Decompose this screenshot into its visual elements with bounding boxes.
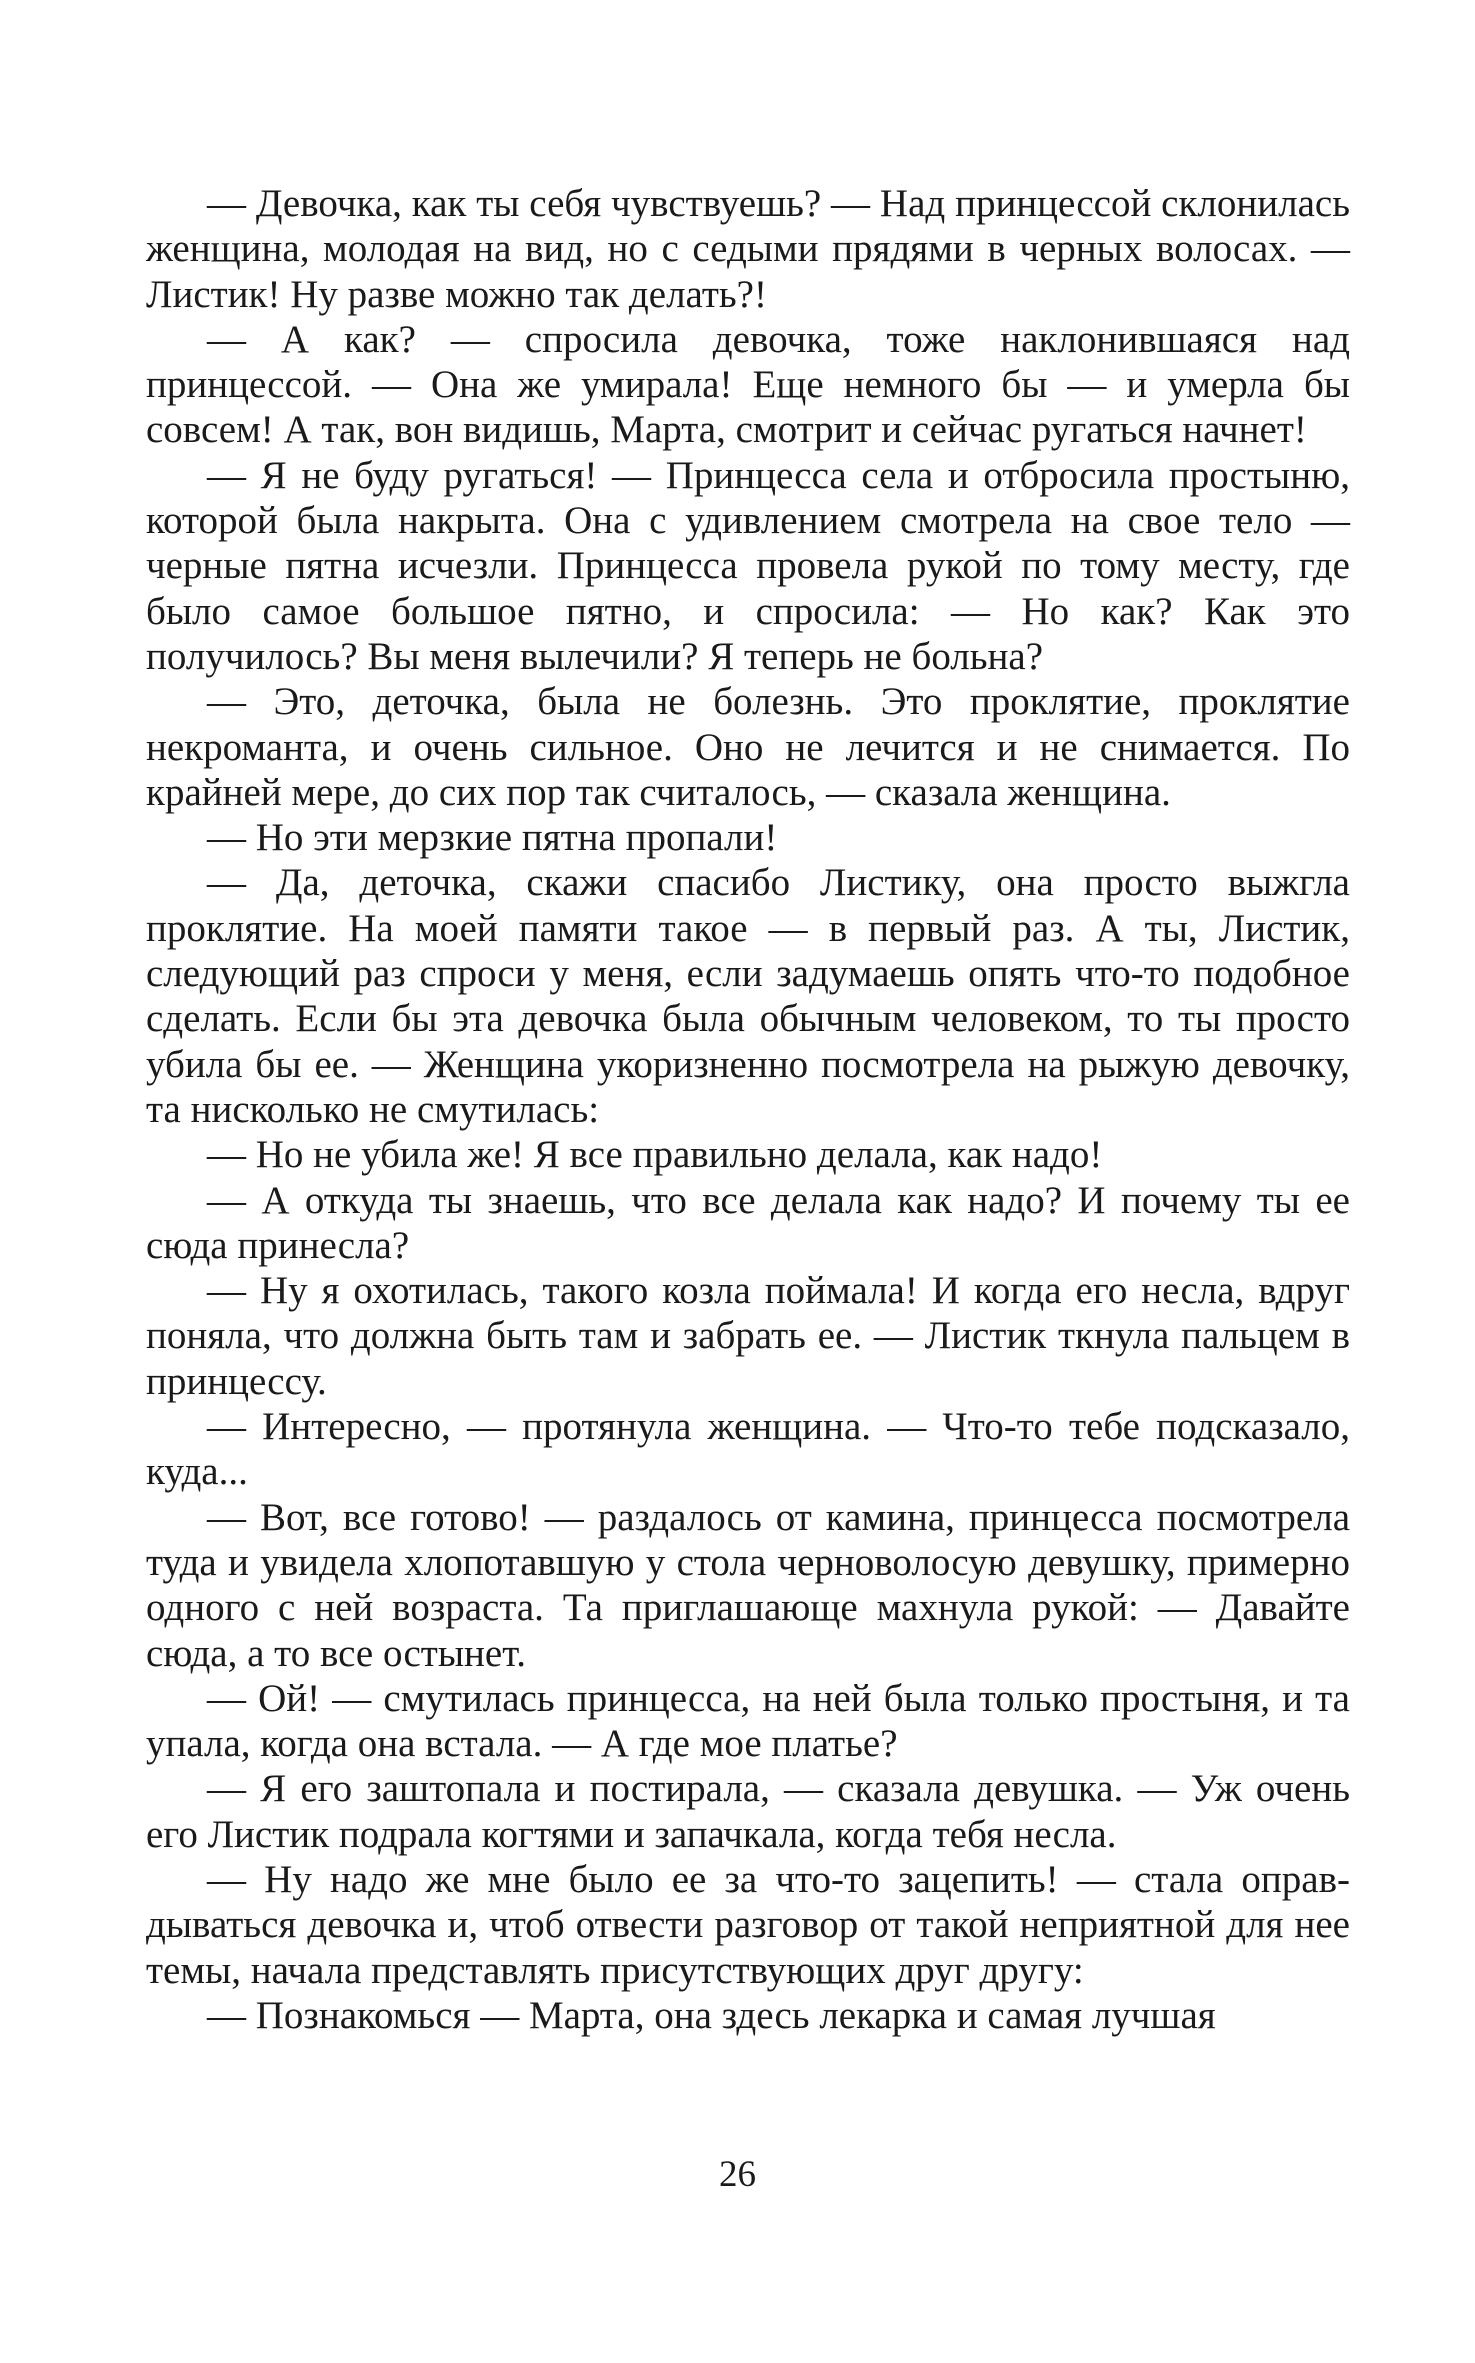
paragraph: — Я не буду ругаться! — Принцесса села и отбросила простыню, которой была накрыта. Она с удивлением смотрела на свое тело — черные пятна исчезли. Принцесса провела рукой по тому месту, где было самое большое пятно, и спросила: — Но как? Как это получилось? Вы меня вылечили? Я теперь не больна?: [146, 453, 1350, 678]
paragraph: — Интересно, — протянула женщина. — Что-то тебе подсказало, куда...: [146, 1405, 1350, 1494]
page-number: 26: [719, 2154, 756, 2195]
paragraph: — Вот, все готово! — раздалось от камина, принцесса посмотрела туда и увидела хлопотавшую у стола черноволосую девушку, примерно одного с ней возраста. Та приглашающе махнула рукой: — Давайте сюда, а то все остынет.: [146, 1495, 1350, 1675]
paragraph: — Девочка, как ты себя чувствуешь? — Над принцессой склонилась женщина, молодая на вид, но с седыми прядями в черных волосах. — Листик! Ну разве можно так делать?!: [146, 182, 1350, 316]
paragraph: — Да, деточка, скажи спасибо Листику, она просто выжгла проклятие. На моей памяти такое — в первый раз. А ты, Листик, следующий раз спроси у меня, если задумаешь опять что-то подобное сделать. Если бы эта девочка была обычным человеком, то ты просто убила бы ее. — Женщина укоризненно посмотрела на рыжую девочку, та нисколько не смутилась:: [146, 861, 1350, 1131]
paragraph: — Это, деточка, была не болезнь. Это проклятие, проклятие некроманта, и очень сильное. Оно не лечится и не снимается. По крайней мере, до сих пор так считалось, — сказала женщина.: [146, 680, 1350, 814]
paragraph: — Ой! — смутилась принцесса, на ней была только простыня, и та упала, когда она встала. — А где мое платье?: [146, 1676, 1350, 1766]
paragraph: — Я его заштопала и постирала, — сказала девушка. — Уж очень его Листик подрала когтями и запачкала, когда тебя несла.: [146, 1767, 1350, 1856]
paragraph: — Но эти мерзкие пятна пропали!: [207, 816, 778, 860]
paragraph: — Ну надо же мне было ее за что-то зацепить! — стала оправдываться девочка и, чтоб отвести разговор от такой неприятной для нее темы, начала представлять присутствующих друг другу:: [146, 1857, 1350, 1992]
paragraph: — Познакомься — Марта, она здесь лекарка и самая лучшая: [207, 1993, 1216, 2037]
paragraph: — Ну я охотилась, такого козла поймала! И когда его несла, вдруг поняла, что должна быть там и забрать ее. — Листик ткнула пальцем в принцессу.: [146, 1269, 1350, 1403]
body-text: [146, 181, 1350, 2038]
paragraph: — А откуда ты знаешь, что все делала как надо? И почему ты ее сюда принесла?: [146, 1178, 1350, 1267]
paragraph: — А как? — спросила девочка, тоже наклонившаяся над принцессой. — Она же умирала! Еще немного бы — и умерла бы совсем! А так, вон видишь, Марта, смотрит и сейчас ругаться начнет!: [146, 317, 1350, 452]
paragraph: — Но не убила же! Я все правильно делала, как надо!: [207, 1133, 1103, 1177]
